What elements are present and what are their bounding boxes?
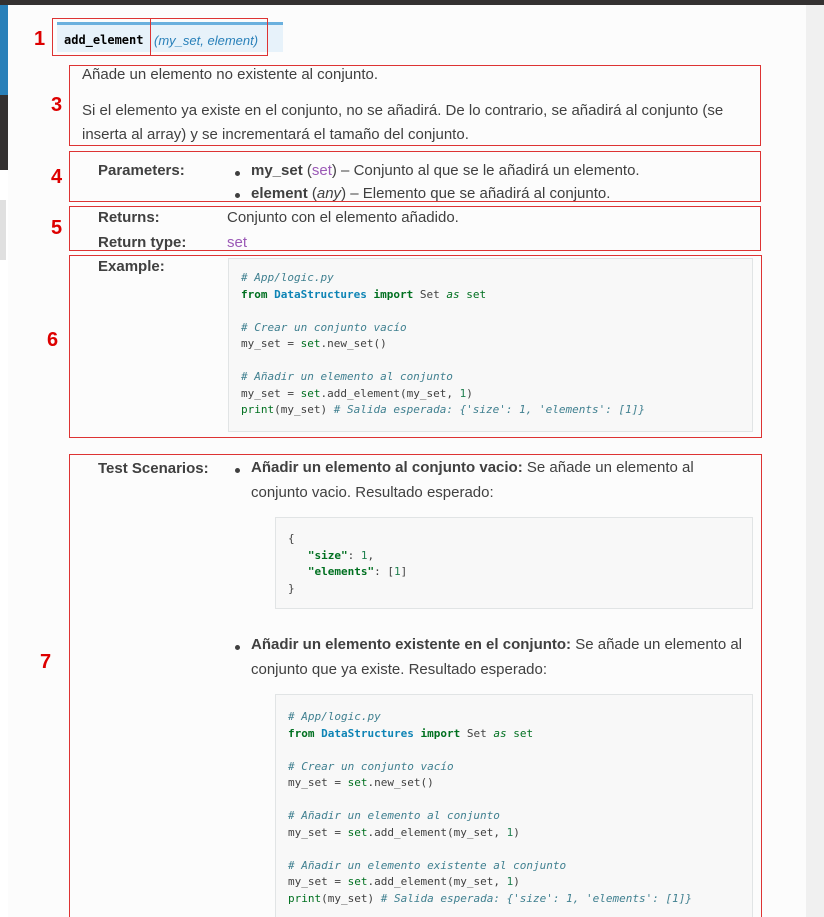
parameters-label: Parameters: xyxy=(98,162,185,179)
code-line: my_set = set.add_element(my_set, 1) xyxy=(288,875,520,888)
open-paren: ( xyxy=(154,33,159,48)
code-line: # Crear un conjunto vacío xyxy=(288,759,454,773)
returns-label: Returns: xyxy=(98,209,160,226)
code-line: # Crear un conjunto vacío xyxy=(241,320,407,334)
param-name: element xyxy=(251,185,308,202)
code-line xyxy=(241,353,740,370)
param-desc: – Elemento que se añadirá al conjunto. xyxy=(346,185,611,202)
code-line xyxy=(241,303,740,320)
code-line: my_set = set.add_element(my_set, 1) xyxy=(241,386,473,400)
description-long-1: Si el elemento ya existe en el conjunto, no se añadirá. De lo contrario, se añadirá al conjunto (se xyxy=(82,102,724,119)
bullet-dot xyxy=(235,468,240,473)
code-line: } xyxy=(288,581,295,595)
sidebar-edge-grey xyxy=(0,200,6,260)
code-line: # Añadir un elemento al conjunto xyxy=(241,370,453,383)
bullet-dot xyxy=(235,171,240,176)
code-line: my_set = set.new_set() xyxy=(241,337,387,350)
bullet-dot xyxy=(235,193,240,198)
annotation-box-2 xyxy=(150,18,268,56)
return-type-value[interactable]: set xyxy=(227,234,248,251)
scenario-1-code-block xyxy=(275,517,753,609)
code-line: "elements": [1] xyxy=(307,565,408,578)
code-line: # App/logic.py xyxy=(288,710,381,723)
code-line: # App/logic.py xyxy=(241,271,334,284)
description-short: Añade un elemento no existente al conjunto. xyxy=(82,66,379,83)
code-line: from DataStructures import Set as set xyxy=(288,726,534,740)
param-separator: , xyxy=(200,33,208,48)
test-scenarios-label: Test Scenarios: xyxy=(98,460,209,477)
description-long-2: inserta al array) y se incrementará el tamaño del conjunto. xyxy=(82,126,469,143)
code-line: # Añadir un elemento existente al conjunto xyxy=(288,858,567,872)
code-line: from DataStructures import Set as set xyxy=(241,287,487,301)
returns-value: Conjunto con el elemento añadido. xyxy=(227,209,459,226)
sidebar-edge-blue xyxy=(0,5,8,95)
scenario-1-line-1: Añadir un elemento al conjunto vacio: Se añade un elemento al xyxy=(251,459,694,476)
scenario-2-line-2: conjunto que ya existe. Resultado esperado: xyxy=(251,661,548,678)
param-item-element: element (any) – Elemento que se añadirá al conjunto. xyxy=(251,185,611,202)
annotation-4: 4 xyxy=(51,166,63,188)
sidebar-edge-dark xyxy=(0,95,8,170)
code-line xyxy=(288,792,740,809)
code-line xyxy=(288,742,740,759)
param-desc: – Conjunto al que se le añadirá un elemento. xyxy=(336,162,640,179)
param-type[interactable]: set xyxy=(311,162,332,179)
param-item-my-set: my_set (set) – Conjunto al que se le añadirá un elemento. xyxy=(251,162,640,179)
code-line: my_set = set.add_element(my_set, 1) xyxy=(288,825,520,839)
scenario-2-line-1: Añadir un elemento existente en el conjunto: Se añade un elemento al xyxy=(251,636,743,653)
annotation-5: 5 xyxy=(51,217,63,239)
function-name[interactable]: add_element xyxy=(64,33,144,47)
scenario-1-title: Añadir un elemento al conjunto vacio: xyxy=(251,459,523,476)
code-line: my_set = set.new_set() xyxy=(288,776,434,789)
annotation-7: 7 xyxy=(40,651,52,673)
code-line: print(my_set) # Salida esperada: {'size': 1, 'elements': [1]} xyxy=(288,891,692,905)
annotation-1: 1 xyxy=(34,28,46,50)
code-line: "size": 1, xyxy=(307,548,375,562)
annotation-6: 6 xyxy=(47,329,59,351)
scroll-gutter[interactable] xyxy=(806,5,824,917)
code-line xyxy=(288,841,740,858)
scenario-1-line-2: conjunto vacio. Resultado esperado: xyxy=(251,484,494,501)
param-my-set: my_set xyxy=(158,33,201,48)
code-line: print(my_set) # Salida esperada: {'size': 1, 'elements': [1]} xyxy=(241,403,645,416)
param-element: element xyxy=(207,33,254,48)
param-type: any xyxy=(316,185,342,202)
scenario-2-title: Añadir un elemento existente en el conjunto: xyxy=(251,636,572,653)
code-line: { xyxy=(288,532,295,545)
param-name: my_set xyxy=(251,162,303,179)
annotation-box-1 xyxy=(52,18,151,56)
code-line: # Añadir un elemento al conjunto xyxy=(288,809,500,822)
example-label: Example: xyxy=(98,258,165,275)
bullet-dot xyxy=(235,645,240,650)
example-code-block xyxy=(228,258,753,432)
return-type-label: Return type: xyxy=(98,234,187,251)
annotation-3: 3 xyxy=(51,94,63,116)
scenario-2-code-block xyxy=(275,694,753,917)
close-paren: ) xyxy=(253,33,259,48)
